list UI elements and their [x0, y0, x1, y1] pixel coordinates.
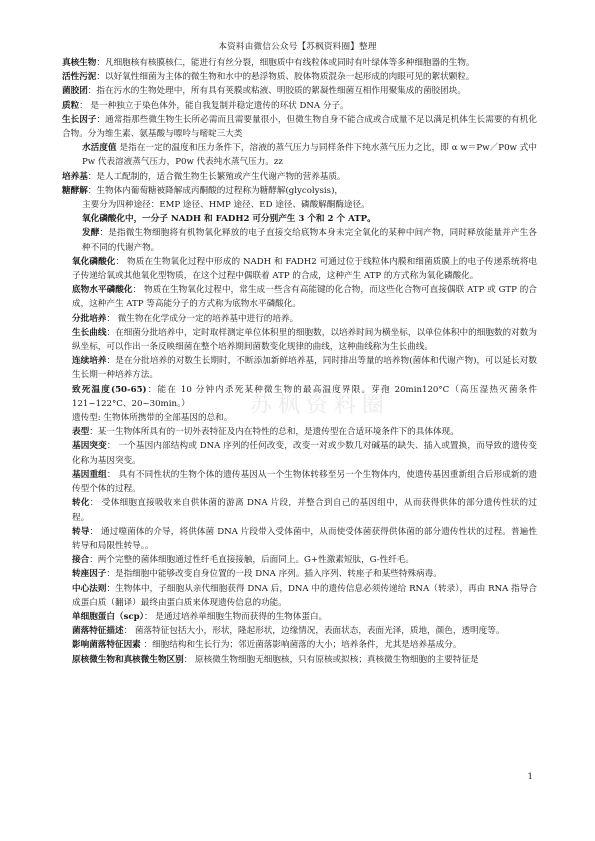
definition: 主要分为四种途径：EMP 途径、HMP 途径、ED 途径、磷酸解酮酶途径。 [82, 200, 370, 211]
paragraph-plasmid [62, 99, 537, 113]
term: 接合 [72, 555, 90, 566]
term: 中心法则 [72, 583, 107, 594]
definition: ： 具有不同性状的生物个体的遗传基因从一个生物体转移至另一个生物体内，使遗传基因重新组合后形成新的遗传型个体的过程。 [72, 469, 537, 495]
paragraph-prokaryote-eukaryote-difference [62, 653, 537, 667]
paragraph-growth-curve [62, 326, 537, 354]
term: 氧化磷酸化 [72, 256, 116, 267]
paragraph-central-dogma [62, 582, 537, 610]
paragraph-atp-yield [62, 212, 537, 226]
term: 致死温度(50-65) [72, 384, 147, 395]
paragraph-lethal-temperature [62, 383, 537, 411]
paragraph-transduction [62, 525, 537, 553]
term: 单细胞蛋白（scp） [72, 611, 144, 622]
definition: ：通常指那些微生物生长所必需而且需要量很小，但微生物自身不能合成或合成量不足以满足机体生长需要的有机化合物。分为维生素、氨基酸与嘌呤与嘧啶三大类 [62, 114, 537, 140]
term: 活性污泥 [62, 72, 97, 83]
term: 菌胶团 [62, 86, 88, 97]
term: 水活度值 [82, 143, 117, 154]
paragraph-continuous-culture [62, 354, 537, 382]
paragraph-substrate-phosphorylation [62, 283, 537, 311]
term: 转座因子 [72, 569, 107, 580]
definition: 氧化磷酸化中，一分子 NADH 和 FADH2 可分别产生 3 个和 2 个 ATP。 [82, 214, 376, 225]
term: 转化 [72, 498, 90, 509]
definition: ： 一个基因内部结构或 DNA 序列的任何改变，改变一对或少数几对碱基的缺失、插入或置换，而导致的遗传变化称为基因突变。 [72, 441, 537, 466]
document-body [62, 56, 537, 667]
definition: ：在细菌分批培养中，定时取样测定单位体积里的细胞数，以培养时间为横坐标，以单位体积中的细胞数的对数为纵坐标，可以作出一条反映细菌在整个培养期间菌数变化规律的曲线，这种曲线称为生长曲线。 [72, 327, 537, 353]
paragraph-glycolysis [62, 184, 537, 198]
paragraph-activated-sludge [62, 70, 537, 84]
definition: ： 通过噬菌体的介导，将供体菌 DNA 片段带入受体菌中，从而使受体菌获得供体菌的部分遗传性状的过程。普遍性转导和局限性转导。。 [72, 526, 537, 551]
paragraph-zoogloea [62, 84, 537, 98]
paragraph-transposable-element [62, 567, 537, 581]
term: 发酵 [82, 228, 100, 239]
paragraph-oxidative-phosphorylation [62, 255, 537, 283]
term: 基因突变 [72, 441, 107, 452]
definition: ： 是通过培养单细胞生物而获得的生物体蛋白。 [143, 611, 328, 622]
paragraph-water-activity [62, 141, 537, 169]
definition: ： 受体细胞直接吸收来自供体菌的游离 DNA 片段，并整合到自己的基因组中，从而获得供体的部分遗传性状的过程。 [72, 498, 537, 523]
term: 菌落特征描述 [72, 626, 124, 637]
definition: ：生物体内葡萄糖被降解成丙酮酸的过程称为糖酵解(glycolysis)， [87, 185, 344, 196]
term: 转导 [72, 526, 90, 537]
term: 生长曲线 [72, 327, 107, 338]
term: 底物水平磷酸化 [72, 285, 133, 296]
definition: ：是指微生物细胞将有机物氧化释放的电子直接交给底物本身未完全氧化的某种中间产物，同时释放能量并产生各种不同的代谢产物。 [82, 228, 537, 253]
paragraph-single-cell-protein [62, 610, 537, 624]
page-number: 1 [527, 772, 533, 782]
term: 影响菌落特征因素 [72, 640, 141, 651]
paragraph-glycolysis-pathways [62, 198, 537, 212]
definition: ：细胞结构和生长行为；邻近菌落影响菌落的大小；培养条件，尤其是培养基成分。 [140, 640, 462, 651]
definition: ：生物体中，子细胞从亲代细胞获得 DNA 后，DNA 中的遗传信息必须传递给 RNA（转录），再由 RNA 指导合成蛋白质（翻译）最终由蛋白质来体现遗传信息的功能。 [72, 583, 537, 608]
paragraph-eukaryote [62, 56, 537, 70]
term: 培养基 [62, 171, 88, 182]
page-header: 本资料由微信公众号【苏枫资料圈】整理 [218, 42, 377, 52]
definition: ：两个完整的菌体细胞通过性纤毛直接接触，后面同上。G+性激素短肽，G-性纤毛。 [89, 555, 414, 566]
definition: ： 微生物在化学成分一定的培养基中进行的培养。 [106, 313, 299, 324]
paragraph-growth-factor [62, 113, 537, 141]
paragraph-phenotype [62, 425, 537, 439]
definition: ： 是一种独立于染色体外，能自我复制并稳定遗传的环状 DNA 分子。 [79, 100, 349, 111]
paragraph-colony-factors [62, 638, 537, 652]
paragraph-transformation [62, 496, 537, 524]
definition: ：是人工配制的，适合微生物生长繁殖或产生代谢产物的营养基质。 [87, 171, 346, 182]
term: 连续培养 [72, 356, 107, 367]
term: 分批培养 [72, 313, 107, 324]
definition: ： 菌落特征包括大小，形状，隆起形状，边缘情况，表面状态，表面光泽，质地，颜色，透明度等。 [123, 626, 505, 637]
definition: ：某一生物体所具有的一切外表特征及内在特性的总和，是遗传型在合适环境条件下的具体体现。 [89, 427, 459, 438]
definition: ： 物质在生物氧化过程中，常生成一些含有高能键的化合物，而这些化合物可直接偶联 ATP 或 GTP 的合成，这种产生 ATP 等高能分子的方式称为底物水平磷酸化。 [72, 285, 537, 310]
paragraph-fermentation [62, 226, 537, 254]
term: 糖酵解 [62, 185, 88, 196]
definition: ：能在 10 分钟内杀死某种微生物的最高温度界限。芽孢 20min120°C（高压湿热灭菌条件 121~122°C、20~30min。） [72, 384, 537, 409]
definition: ：是指细胞中能够改变自身位置的一段 DNA 序列。插入序列、转座子和某些特殊病毒。 [106, 569, 442, 580]
paragraph-gene-recombination [62, 468, 537, 496]
term: 原核微生物和真核微生物区别 [72, 654, 184, 665]
paragraph-medium [62, 170, 537, 184]
paragraph-genotype [62, 411, 537, 425]
term: 表型 [72, 427, 90, 438]
definition: ：以好氧性细菌为主体的微生物和水中的悬浮物质、胶体物质混杂一起形成的肉眼可见的絮状颗粒。 [96, 72, 475, 83]
term: 真核生物 [62, 58, 97, 68]
paragraph-gene-mutation [62, 439, 537, 467]
definition: ： 物质在生物氧化过程中形成的 NADH 和 FADH2 可通过位于线粒体内膜和细菌质膜上的电子传递系统将电子传递给氧或其他氧化型物质，在这个过程中偶联着 ATP 的合成，这种产生 ATP 的方式称为氧化磷酸化。 [72, 256, 537, 282]
term: 基因重组 [72, 469, 107, 480]
definition: 是指在一定的温度和压力条件下，溶液的蒸气压力与同样条件下纯水蒸气压力之比，即 α w＝Pw／P0w 式中 Pw 代表溶液蒸气压力，P0w 代表纯水蒸气压力。zz [82, 143, 537, 168]
paragraph-colony-features [62, 624, 537, 638]
definition: ：是在分批培养的对数生长期时，不断添加新鲜培养基，同时排出等量的培养物(菌体和代谢产物)，可以延长对数生长期一种培养方法。 [72, 356, 537, 381]
paragraph-batch-culture [62, 312, 537, 326]
term: 质粒 [62, 100, 80, 111]
watermark: 苏枫资料圈 [250, 393, 391, 418]
paragraph-conjugation [62, 553, 537, 567]
definition: ： 原核微生物细胞无细胞核，只有原核或拟核；真核微生物细胞的主要特征是 [183, 654, 479, 665]
definition: ：指在污水的生物处理中，所有具有荚膜或粘液、明胶质的絮凝性细菌互相作用聚集成的菌胶团块。 [87, 86, 466, 97]
definition: ：凡细胞核有核膜核仁，能进行有丝分裂，细胞质中有线粒体或同时有叶绿体等多种细胞器的生物。 [96, 58, 475, 68]
term: 生长因子 [62, 114, 97, 125]
definition: 遗传型: 生物体所携带的全部基因的总和。 [72, 413, 233, 424]
